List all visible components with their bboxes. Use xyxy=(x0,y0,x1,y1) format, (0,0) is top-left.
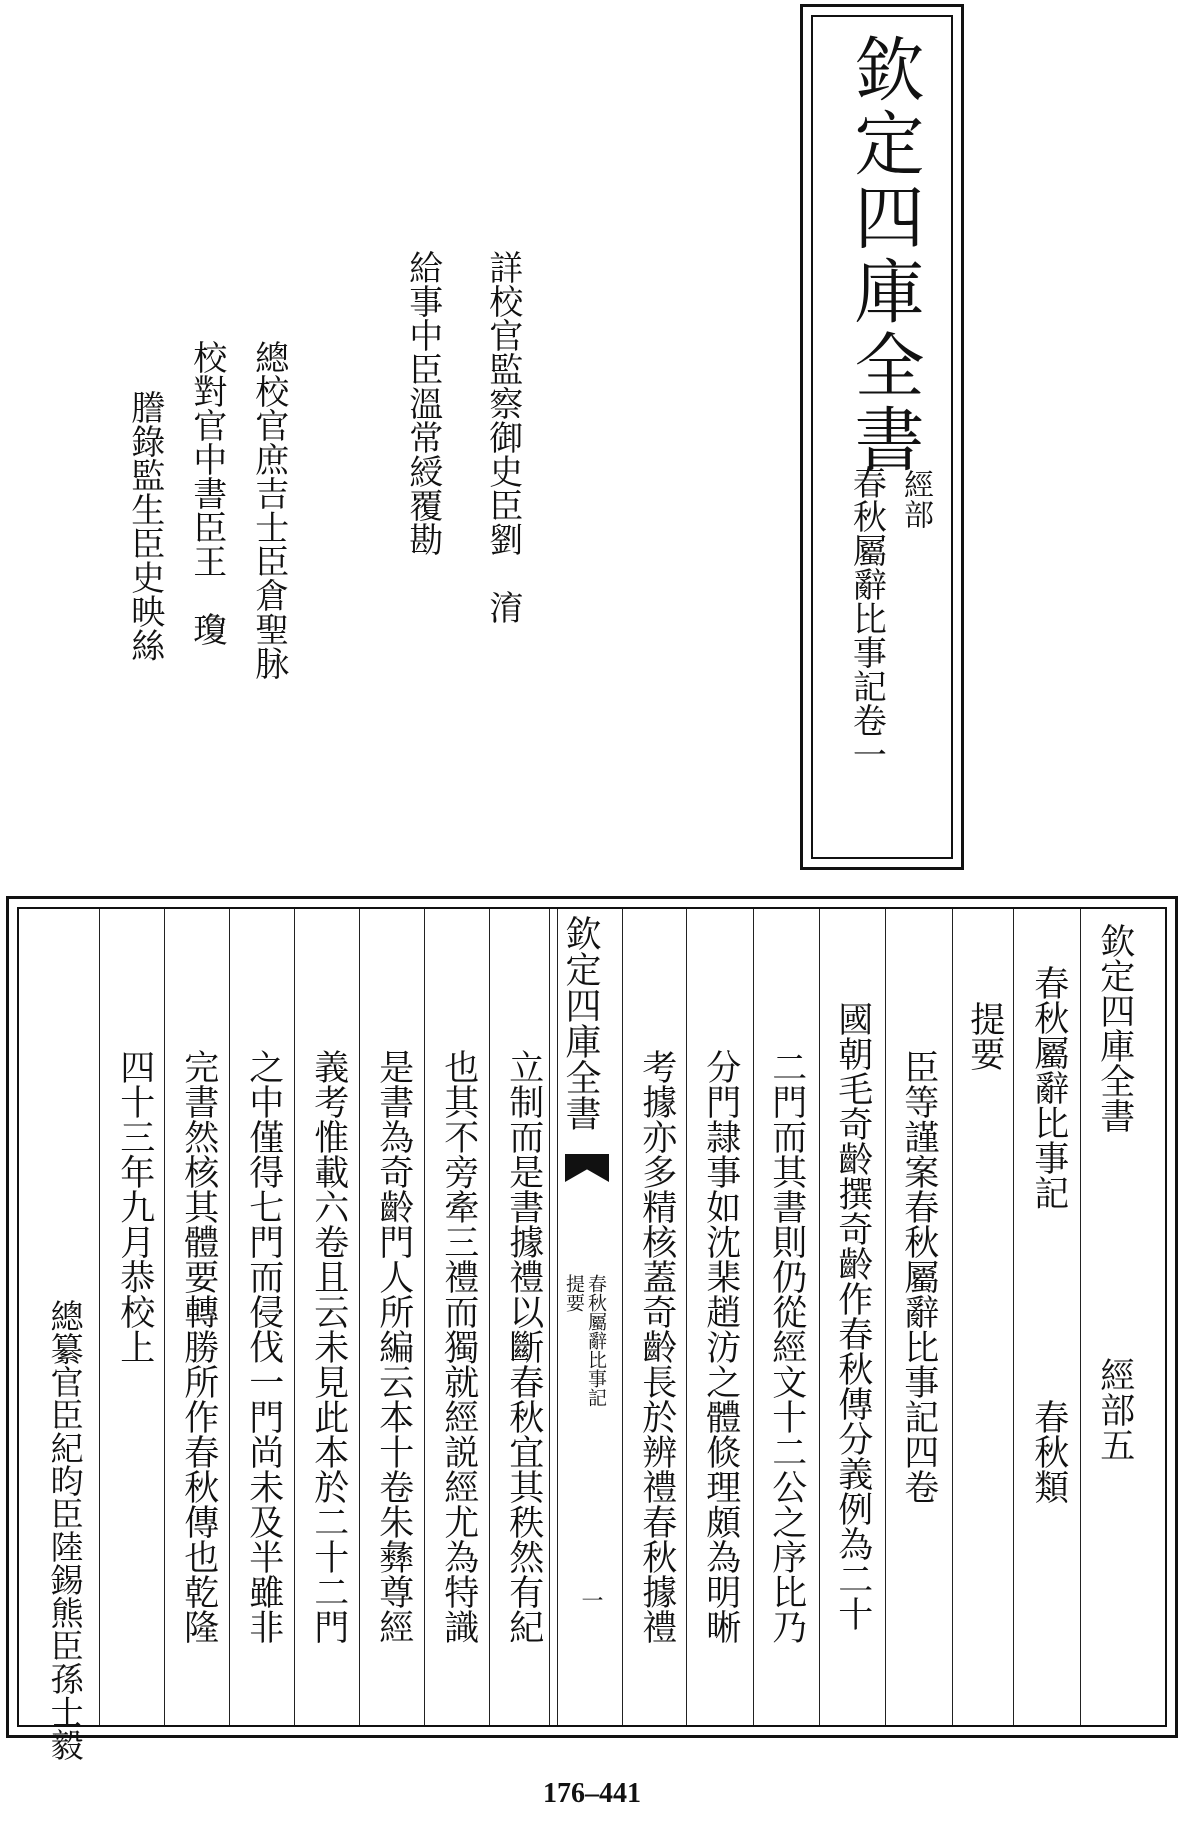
page-category: 春秋類 xyxy=(1028,1399,1069,1504)
cover-section: 經部 xyxy=(898,469,933,529)
column-rule xyxy=(1080,909,1081,1725)
text-page-inner xyxy=(17,907,1167,1761)
fish-tail-mark xyxy=(565,1154,609,1182)
fold-subtitle: 春秋屬辭比事記 xyxy=(584,1274,607,1407)
summary-line: 也其不旁牽三禮而獨就經説經尤為特識 xyxy=(438,1049,479,1644)
column-rule xyxy=(952,909,953,1725)
tiyao-heading: 提要 xyxy=(964,1001,1005,1071)
column-rule xyxy=(753,909,754,1725)
page-header-title: 欽定四庫全書 xyxy=(1094,923,1135,1133)
column-rule xyxy=(294,909,295,1725)
summary-line: 義考惟載六卷且云未見此本於二十二門 xyxy=(308,1049,349,1644)
column-rule xyxy=(819,909,820,1725)
summary-line: 是書為奇齡門人所編云本十卷朱彝尊經 xyxy=(373,1049,414,1644)
column-rule xyxy=(686,909,687,1725)
text-page-frame xyxy=(6,896,1178,1761)
summary-line: 立制而是書據禮以斷春秋宜其秩然有紀 xyxy=(503,1049,544,1644)
cover-inner-border xyxy=(811,15,953,859)
column-rule xyxy=(424,909,425,1725)
credit-copyist: 謄錄監生臣史映絲 xyxy=(124,390,165,662)
cover-book-title: 春秋屬辭比事記卷一 xyxy=(846,465,887,771)
credit-detailed-proofreader: 詳校官監察御史臣劉 淯 xyxy=(482,250,523,624)
credit-collator: 校對官中書臣王 瓊 xyxy=(186,340,227,646)
column-rule xyxy=(885,909,886,1725)
summary-line: 臣等謹案春秋屬辭比事記四卷 xyxy=(898,1049,939,1504)
fold-subtitle-tiyao: 提要 xyxy=(562,1274,585,1312)
fold-page-mark: 一 xyxy=(578,1589,603,1611)
summary-date: 四十三年九月恭校上 xyxy=(114,1049,155,1364)
fold-title: 欽定四庫全書 xyxy=(560,915,601,1131)
summary-line: 之中僅得七門而侵伐一門尚未及半雖非 xyxy=(243,1049,284,1644)
column-rule xyxy=(622,909,623,1725)
summary-line: 考據亦多精核蓋奇齡長於辨禮春秋據禮 xyxy=(636,1049,677,1644)
column-rule xyxy=(164,909,165,1725)
page-number: 176–441 xyxy=(543,1778,641,1809)
column-rule xyxy=(549,909,550,1725)
page-header-section: 經部五 xyxy=(1094,1357,1135,1462)
summary-line: 國朝毛奇齡撰奇齡作春秋傳分義例為二十 xyxy=(832,1001,873,1631)
credit-reviewer: 給事中臣溫常綬覆勘 xyxy=(402,250,443,556)
column-rule xyxy=(229,909,230,1725)
cover-title-box xyxy=(800,4,964,870)
summary-line: 完書然核其體要轉勝所作春秋傳也乾隆 xyxy=(178,1049,219,1644)
cover-title: 欽定四庫全書 xyxy=(843,33,925,477)
column-rule xyxy=(359,909,360,1725)
summary-line: 分門隷事如沈棐趙汸之體倐理頗為明晰 xyxy=(700,1049,741,1644)
column-rule xyxy=(489,909,490,1725)
column-rule xyxy=(557,909,558,1725)
summary-line: 二門而其書則仍從經文十二公之序比乃 xyxy=(766,1049,807,1644)
column-rule xyxy=(99,909,100,1725)
credit-chief-proofreader: 總校官庶吉士臣倉聖脉 xyxy=(248,340,289,680)
page-book-name: 春秋屬辭比事記 xyxy=(1028,965,1069,1210)
compilers-credit: 總纂官臣紀昀臣陸錫熊臣孫士毅 xyxy=(45,1299,85,1761)
column-rule xyxy=(1013,909,1014,1725)
